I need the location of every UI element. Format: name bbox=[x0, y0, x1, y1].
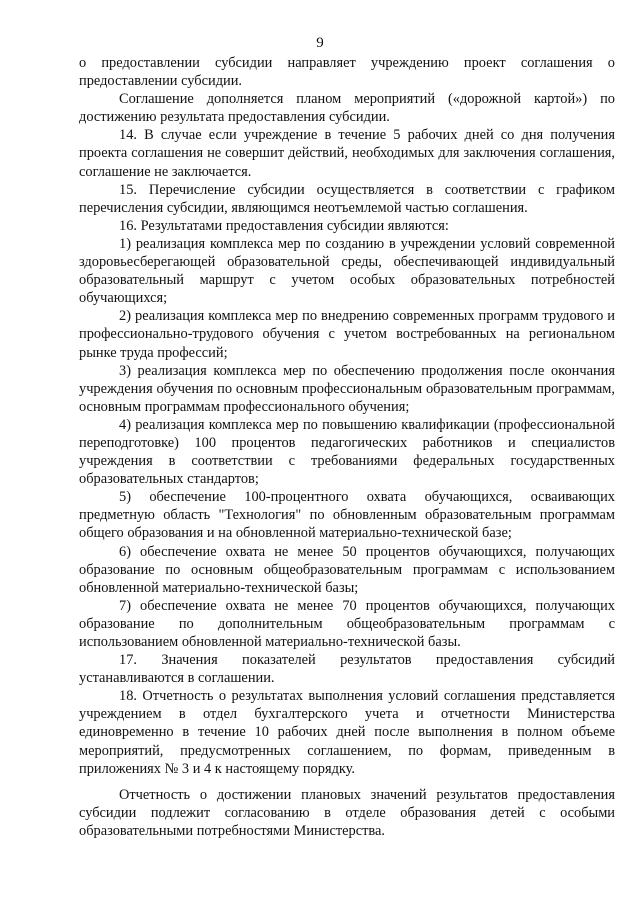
list-item-4: 4) реализация комплекса мер по повышению квалификации (профессиональной переподготовке) 100 процентов педагогических работников и специалистов учреждения в соответствии с требованиями федеральных государственных образовательных стандартов; bbox=[79, 416, 615, 488]
list-item-6: 6) обеспечение охвата не менее 50 процентов обучающихся, получающих образование по основным общеобразовательным программам с использованием обновленной материально-технической базы; bbox=[79, 543, 615, 596]
list-item-3: 3) реализация комплекса мер по обеспечению продолжения после окончания учреждения обучения по основным профессиональным образовательным программам, основным программам профессионального обучения; bbox=[79, 362, 615, 415]
paragraph-15: 15. Перечисление субсидии осуществляется в соответствии с графиком перечисления субсидии, являющимся неотъемлемой частью соглашения. bbox=[79, 181, 615, 216]
paragraph-reporting: Отчетность о достижении плановых значений результатов предоставления субсидии подлежит согласованию в отделе образования детей с особыми образовательными потребностями Министерства. bbox=[79, 786, 615, 839]
paragraph-1: о предоставлении субсидии направляет учреждению проект соглашения о предоставлении субсидии. bbox=[79, 55, 615, 90]
paragraph-14: 14. В случае если учреждение в течение 5 рабочих дней со дня получения проекта соглашения не совершит действий, необходимых для заключения соглашения, соглашение не заключается. bbox=[79, 127, 615, 180]
paragraph-16: 16. Результатами предоставления субсидии являются: bbox=[119, 217, 449, 234]
page-number: 9 bbox=[316, 35, 324, 51]
list-item-1: 1) реализация комплекса мер по созданию в учреждении условий современной здоровьесберегающей образовательной среды, обеспечивающей индивидуальный образовательный маршрут с учетом особых образовательных потребностей обучающихся; bbox=[79, 235, 615, 307]
list-item-2: 2) реализация комплекса мер по внедрению современных программ трудового и профессионально-трудового обучения с учетом востребованных на региональном рынке труда профессий; bbox=[79, 308, 615, 361]
document-body bbox=[79, 54, 615, 840]
paragraph-2: Соглашение дополняется планом мероприятий («дорожной картой») по достижению результата предоставления субсидии. bbox=[79, 91, 615, 126]
paragraph-17: 17. Значения показателей результатов предоставления субсидий устанавливаются в соглашении. bbox=[79, 652, 615, 687]
list-item-5: 5) обеспечение 100-процентного охвата обучающихся, осваивающих предметную область "Технология" по обновленным образовательным программам общего образования и на обновленной материально-технической базе; bbox=[79, 489, 615, 542]
list-item-7: 7) обеспечение охвата не менее 70 процентов обучающихся, получающих образование по дополнительным общеобразовательным программам с использованием обновленной материально-технической базы. bbox=[79, 597, 615, 650]
paragraph-18: 18. Отчетность о результатах выполнения условий соглашения представляется учреждением в отдел бухгалтерского учета и отчетности Министерства единовременно в течение 10 рабочих дней после выполнения в полном объеме мероприятий, предусмотренных соглашением, по формам, приведенным в приложениях № 3 и 4 к настоящему порядку. bbox=[79, 688, 615, 777]
